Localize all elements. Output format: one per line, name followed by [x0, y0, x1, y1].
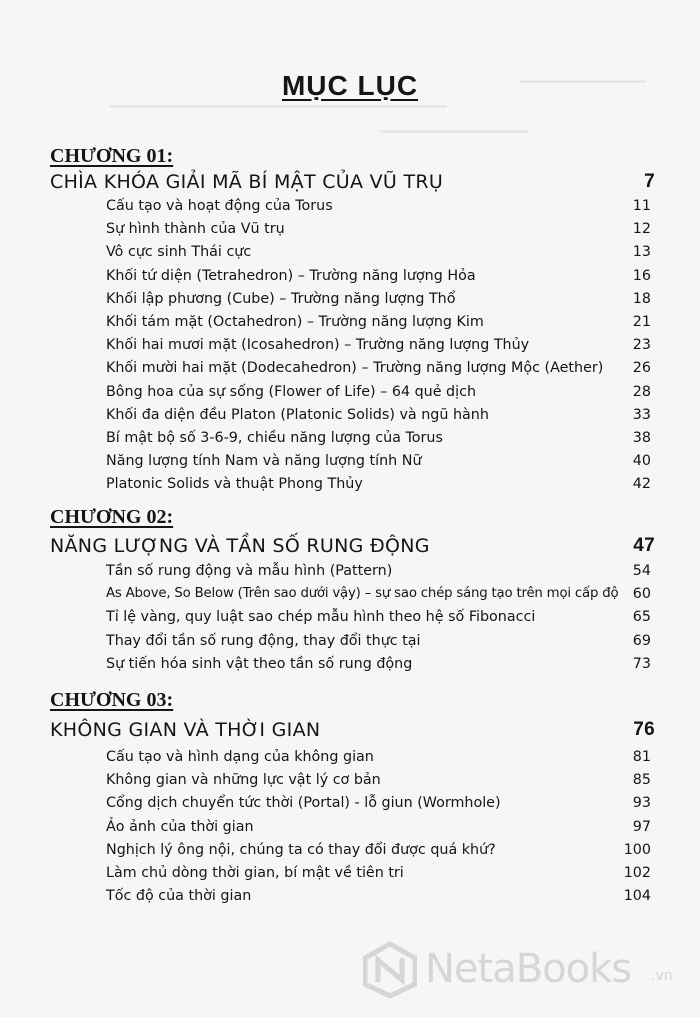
toc-entry-page: 65 — [632, 609, 651, 626]
toc-entry[interactable] — [106, 335, 651, 358]
toc-entry-page: 11 — [632, 198, 651, 214]
toc-entry-title: Tốc độ của thời gian — [106, 888, 252, 905]
chapter-page-number: 47 — [633, 535, 655, 556]
toc-entry[interactable] — [106, 770, 651, 793]
toc-entry-page: 81 — [632, 749, 651, 765]
toc-entry-page: 54 — [632, 563, 651, 579]
toc-entry-title: Không gian và những lực vật lý cơ bản — [106, 772, 381, 789]
toc-entry[interactable] — [106, 561, 651, 584]
toc-entry-title: Bông hoa của sự sống (Flower of Life) – 64 quẻ dịch — [106, 383, 477, 400]
toc-entry[interactable] — [106, 631, 651, 654]
toc-entry-title: Platonic Solids và thuật Phong Thủy — [106, 476, 363, 493]
toc-entry-title: Bí mật bộ số 3-6-9, chiều năng lượng của Torus — [106, 429, 443, 446]
toc-entry[interactable] — [106, 266, 651, 289]
toc-entry-title: Tỉ lệ vàng, quy luật sao chép mẫu hình theo hệ số Fibonacci — [106, 609, 536, 626]
toc-entry-page: 97 — [632, 818, 651, 835]
toc-entry-title: As Above, So Below (Trên sao dưới vậy) – sự sao chép sáng tạo trên mọi cấp độ — [106, 586, 619, 602]
toc-entry[interactable] — [106, 817, 651, 840]
toc-entry-title: Sự tiến hóa sinh vật theo tần số rung động — [106, 655, 413, 672]
toc-entry[interactable] — [106, 584, 651, 607]
toc-entry-title: Làm chủ dòng thời gian, bí mật về tiên tri — [106, 864, 404, 881]
chapter-title: KHÔNG GIAN VÀ THỜI GIAN — [50, 719, 321, 741]
toc-entry-page: 93 — [632, 795, 651, 812]
toc-entry-page: 69 — [632, 632, 651, 649]
toc-entry[interactable] — [106, 607, 651, 630]
toc-entry[interactable] — [106, 747, 651, 770]
bleed-through-text: ━━━━━━━━━━━━━━━━━━━ — [380, 125, 529, 140]
toc-entry-list — [106, 747, 651, 909]
chapter-label: CHƯƠNG 01: — [50, 145, 174, 167]
page-title: MỤC LỤC — [281, 70, 419, 101]
toc-entry[interactable] — [106, 863, 651, 886]
toc-entry-title: Khối lập phương (Cube) – Trường năng lượng Thổ — [106, 290, 456, 307]
bleed-through-text: ━━━━━━━━━━━━━━━━ — [520, 75, 646, 90]
toc-entry-title: Sự hình thành của Vũ trụ — [106, 221, 285, 238]
toc-entry-page: 85 — [632, 772, 651, 789]
toc-entry-title: Nghịch lý ông nội, chúng ta có thay đổi được quá khứ? — [106, 841, 496, 858]
toc-entry[interactable] — [106, 405, 651, 428]
toc-entry-page: 13 — [632, 244, 651, 261]
toc-entry[interactable] — [106, 840, 651, 863]
toc-entry-page: 28 — [632, 383, 651, 400]
netabooks-logo-icon — [363, 942, 417, 998]
toc-entry-title: Khối mười hai mặt (Dodecahedron) – Trường năng lượng Mộc (Aether) — [106, 360, 604, 377]
toc-entry-title: Cấu tạo và hoạt động của Torus — [106, 198, 333, 214]
toc-entry[interactable] — [106, 886, 651, 909]
chapter-heading[interactable] — [50, 719, 655, 749]
toc-entry-title: Thay đổi tần số rung động, thay đổi thực tại — [106, 632, 421, 649]
netabooks-watermark — [363, 940, 693, 1002]
toc-entry[interactable] — [106, 219, 651, 242]
toc-entry-page: 33 — [632, 406, 651, 423]
toc-entry[interactable] — [106, 289, 651, 312]
toc-entry-page: 60 — [632, 586, 651, 603]
chapter-title: CHÌA KHÓA GIẢI MÃ BÍ MẬT CỦA VŨ TRỤ — [50, 171, 444, 193]
toc-entry[interactable] — [106, 196, 651, 219]
toc-entry-page: 73 — [632, 655, 651, 672]
toc-entry[interactable] — [106, 382, 651, 405]
toc-entry-list — [106, 561, 651, 677]
toc-entry-title: Tần số rung động và mẫu hình (Pattern) — [106, 563, 393, 579]
chapter-page-number: 7 — [644, 171, 655, 192]
toc-entry-page: 40 — [632, 453, 651, 470]
toc-entry-page: 23 — [632, 337, 651, 354]
toc-entry-page: 104 — [623, 888, 651, 905]
chapter-title: NĂNG LƯỢNG VÀ TẦN SỐ RUNG ĐỘNG — [50, 535, 430, 557]
toc-entry-title: Khối hai mươi mặt (Icosahedron) – Trường năng lượng Thủy — [106, 337, 530, 354]
toc-entry[interactable] — [106, 312, 651, 335]
toc-entry-title: Năng lượng tính Nam và năng lượng tính Nữ — [106, 453, 422, 470]
toc-entry[interactable] — [106, 242, 651, 265]
toc-entry-title: Khối tám mặt (Octahedron) – Trường năng lượng Kim — [106, 313, 484, 330]
toc-entry[interactable] — [106, 654, 651, 677]
toc-entry[interactable] — [106, 451, 651, 474]
toc-entry[interactable] — [106, 358, 651, 381]
toc-entry-page: 26 — [632, 360, 651, 377]
chapter-label: CHƯƠNG 02: — [50, 506, 174, 528]
bleed-through-text: ━━━━━━━━━━━━━━━━━━━━━━━━━━━━━━━━━━━━━━━━━━━ — [110, 100, 447, 115]
toc-entry-page: 18 — [632, 290, 651, 307]
toc-entry-title: Khối tứ diện (Tetrahedron) – Trường năng lượng Hỏa — [106, 267, 476, 284]
toc-entry-page: 100 — [623, 841, 651, 858]
chapter-label: CHƯƠNG 03: — [50, 689, 174, 711]
toc-entry-title: Ảo ảnh của thời gian — [106, 818, 254, 835]
toc-entry-page: 38 — [632, 429, 651, 446]
toc-entry-list — [106, 196, 651, 497]
toc-entry-page: 16 — [632, 267, 651, 284]
toc-entry-title: Khối đa diện đều Platon (Platonic Solids) và ngũ hành — [106, 406, 489, 423]
toc-entry-title: Cổng dịch chuyển tức thời (Portal) - lỗ giun (Wormhole) — [106, 795, 501, 812]
watermark-brand: NetaBooks — [425, 946, 632, 992]
toc-entry[interactable] — [106, 474, 651, 497]
toc-entry[interactable] — [106, 793, 651, 816]
toc-entry-title: Cấu tạo và hình dạng của không gian — [106, 749, 374, 765]
toc-entry-title: Vô cực sinh Thái cực — [106, 244, 252, 261]
toc-entry-page: 21 — [632, 313, 651, 330]
toc-entry[interactable] — [106, 428, 651, 451]
chapter-page-number: 76 — [633, 719, 655, 740]
toc-entry-page: 12 — [632, 221, 651, 238]
watermark-tld: .vn — [651, 968, 673, 984]
toc-entry-page: 102 — [623, 864, 651, 881]
toc-entry-page: 42 — [632, 476, 651, 493]
